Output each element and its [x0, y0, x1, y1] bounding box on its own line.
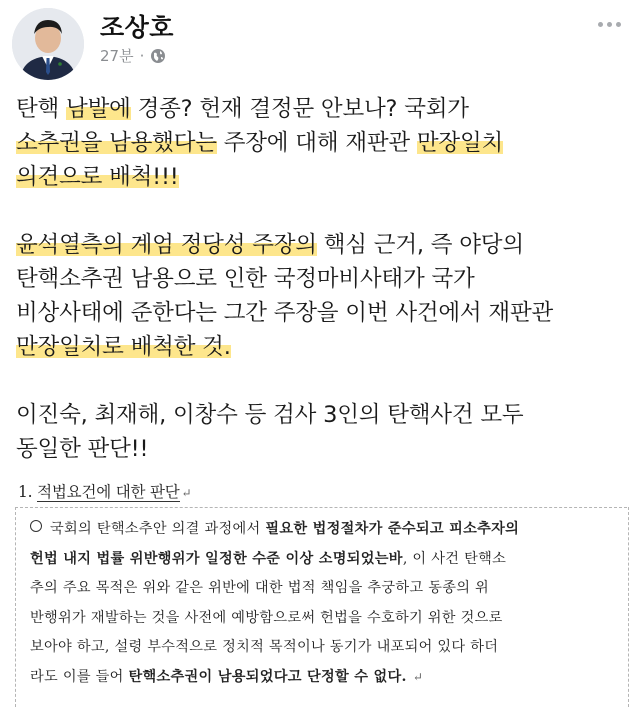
post-text: 탄핵	[16, 96, 67, 122]
heading-number: 1.	[18, 483, 38, 501]
document-text-segment: 보아야 하고, 설령 부수적으로 정치적 목적이나 동기가 내포되어 있다 하더	[30, 639, 499, 655]
highlighted-text: 만장일치	[416, 130, 504, 156]
post-text-line	[16, 296, 626, 330]
highlighted-text: 윤석열측의 계엄 정당성 주장의	[16, 232, 317, 258]
document-text-segment: 반행위가 재발하는 것을 사전에 예방함으로써 헌법을 수호하기 위한 것으로	[30, 609, 503, 626]
post-text-line	[16, 398, 626, 432]
heading-rest: 대한 판단	[111, 483, 180, 501]
document-line	[30, 663, 620, 693]
post-time[interactable]: 27분	[100, 47, 134, 65]
document-text-segment: 국회의 탄핵소추안 의결 과정에서	[50, 521, 266, 537]
paragraph-mark-icon: ↵	[181, 486, 192, 500]
highlighted-text: 소추권을 남용했다는	[16, 130, 217, 156]
author-avatar[interactable]	[12, 8, 84, 80]
document-line	[30, 574, 620, 604]
document-text-segment: , 이 사건 탄핵소	[402, 550, 507, 567]
circle-bullet-icon	[30, 520, 42, 532]
post-text-line	[16, 262, 626, 296]
post-text: 탄핵소추권 남용으로 인한 국정마비사태가 국가	[16, 266, 475, 292]
document-bold-text: 탄핵소추권이 남용되었다고 단정할 수 없다.	[128, 668, 407, 685]
post-meta	[100, 45, 166, 66]
document-text	[30, 515, 620, 692]
highlighted-text: 남발에	[66, 96, 131, 122]
document-line	[30, 604, 620, 634]
document-line	[30, 633, 620, 663]
paragraph-mark-icon: ↵	[408, 669, 424, 684]
post-text-line	[16, 228, 626, 262]
post-text-line	[16, 432, 626, 466]
document-line	[30, 545, 620, 575]
post-paragraph-2	[16, 228, 626, 364]
document-line	[30, 515, 620, 545]
document-bold-text: 필요한 법정절차가 준수되고 피소추자의	[265, 521, 520, 537]
post-text: 경종? 헌재 결정문 안보나? 국회가	[130, 96, 469, 122]
post-text: 핵심 근거, 즉 야당의	[316, 232, 524, 258]
attached-document-image[interactable]	[0, 470, 640, 713]
post-text: 이진숙, 최재해, 이창수 등 검사 3인의 탄핵사건 모두	[16, 402, 524, 428]
post-header	[0, 0, 640, 90]
highlighted-text: 의견으로 배척!!!	[16, 164, 179, 190]
meta-separator: ·	[139, 46, 145, 65]
post-text-line	[16, 126, 626, 160]
globe-icon	[150, 48, 166, 64]
post-body	[16, 92, 626, 466]
heading-underlined: 적법요건에	[37, 483, 111, 501]
post-text-line	[16, 92, 626, 126]
post-text: 비상사태에 준한다는 그간 주장을 이번 사건에서 재판관	[16, 300, 554, 326]
highlighted-text: 만장일치로 배척한 것.	[16, 334, 231, 360]
post-text-line	[16, 160, 626, 194]
more-options-icon[interactable]	[594, 14, 624, 34]
author-name[interactable]: 조상호	[100, 13, 174, 42]
post-text: 주장에 대해 재판관	[216, 130, 417, 156]
post-text: 동일한 판단!!	[16, 436, 149, 462]
document-text-segment: 라도 이를 들어	[30, 668, 129, 685]
document-bold-text: 헌법 내지 법률 위반행위가 일정한 수준 이상 소명되었는바	[30, 550, 403, 567]
document-heading	[18, 480, 191, 502]
post-paragraph-3	[16, 398, 626, 466]
post-text-line	[16, 330, 626, 364]
document-text-segment: 추의 주요 목적은 위와 같은 위반에 대한 법적 책임을 추궁하고 동종의 위	[30, 580, 490, 596]
post-paragraph-1	[16, 92, 626, 194]
